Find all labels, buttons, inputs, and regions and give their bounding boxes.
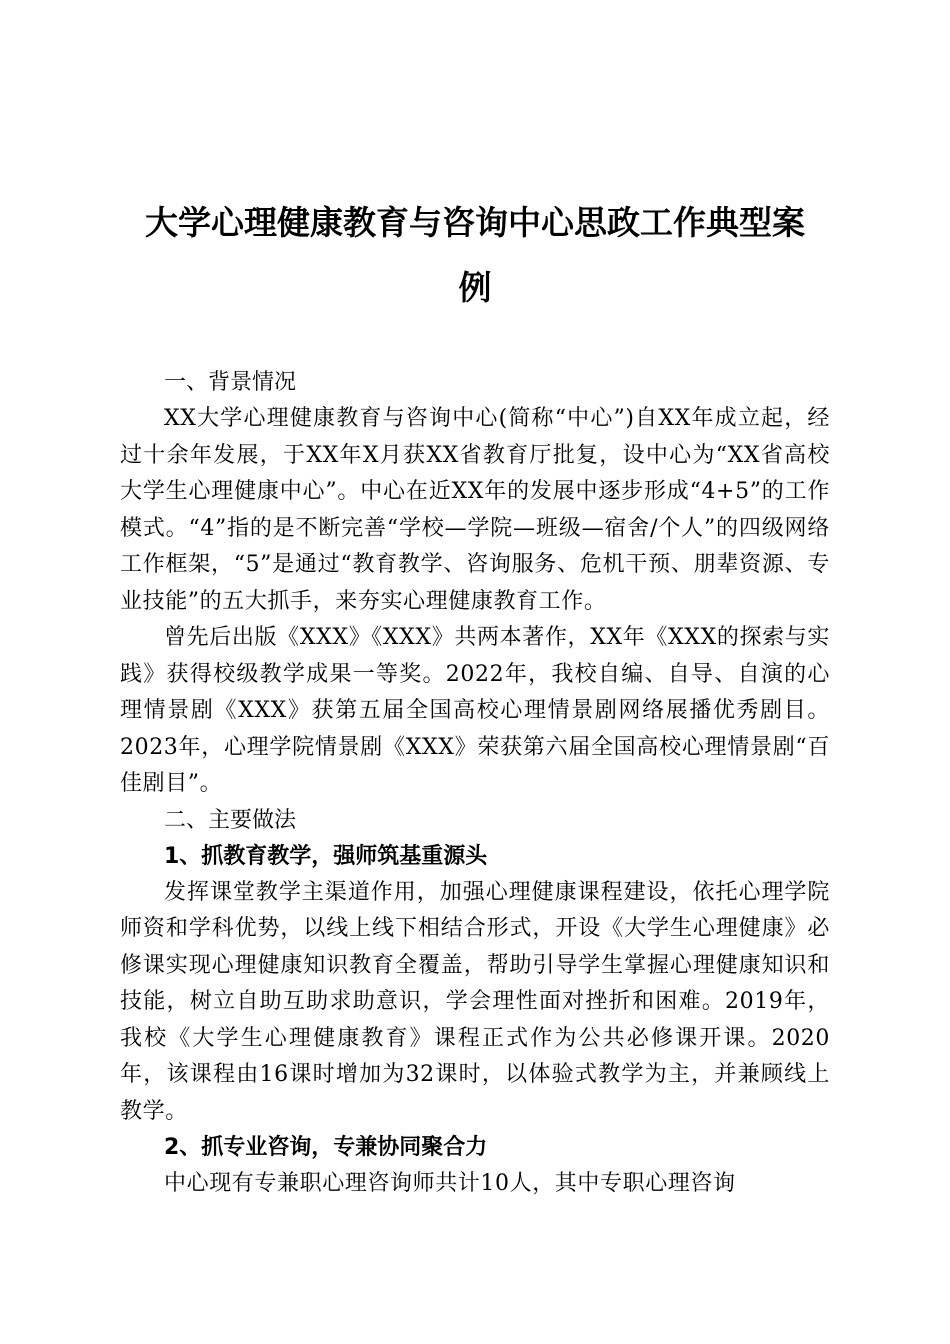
section-heading-main-practices: 二、主要做法: [164, 807, 297, 833]
document-body: [120, 365, 830, 1203]
document-title: [120, 190, 830, 320]
subsection-heading-consulting: 2、抓专业咨询，专兼协同聚合力: [164, 1135, 488, 1160]
paragraph-teaching: 发挥课堂教学主渠道作用，加强心理健康课程建设，依托心理学院师资和学科优势，以线上线下相结合形式，开设《大学生心理健康》必修课实现心理健康知识教育全覆盖，帮助引导学生掌握心理健康知识和技能，树立自助互助求助意识，学会理性面对挫折和困难。2019年，我校《大学生心理健康教育》课程正式作为公共必修课开课。2020年，该课程由16课时增加为32课时，以体验式教学为主，并兼顾线上教学。: [120, 879, 830, 1124]
subsection-heading-teaching: 1、抓教育教学，强师筑基重源头: [164, 843, 488, 869]
section-heading-background: 一、背景情况: [164, 370, 297, 395]
paragraph-consulting: 中心现有专兼职心理咨询师共计10人，其中专职心理咨询: [164, 1171, 736, 1196]
document-page: [120, 190, 830, 1203]
paragraph-background-1: XX大学心理健康教育与咨询中心(简称“中心”)自XX年成立起，经过十余年发展，于XX年X月获XX省教育厅批复，设中心为“XX省高校大学生心理健康中心”。中心在近XX年的发展中逐步形成“4+5”的工作模式。“4”指的是不断完善“学校—学院—班级—宿舍/个人”的四级网络工作框架，“5”是通过“教育教学、咨询服务、危机干预、朋辈资源、专业技能”的五大抓手，来夯实心理健康教育工作。: [120, 406, 830, 614]
title-line-2: 例: [458, 268, 492, 307]
paragraph-background-2: 曾先后出版《XXX》《XXX》共两本著作，XX年《XXX的探索与实践》获得校级教学成果一等奖。2022年，我校自编、自导、自演的心理情景剧《XXX》获第五届全国高校心理情景剧网络展播优秀剧目。2023年，心理学院情景剧《XXX》荣获第六届全国高校心理情景剧“百佳剧目”。: [120, 625, 830, 796]
title-line-1: 大学心理健康教育与咨询中心思政工作典型案: [145, 203, 805, 242]
